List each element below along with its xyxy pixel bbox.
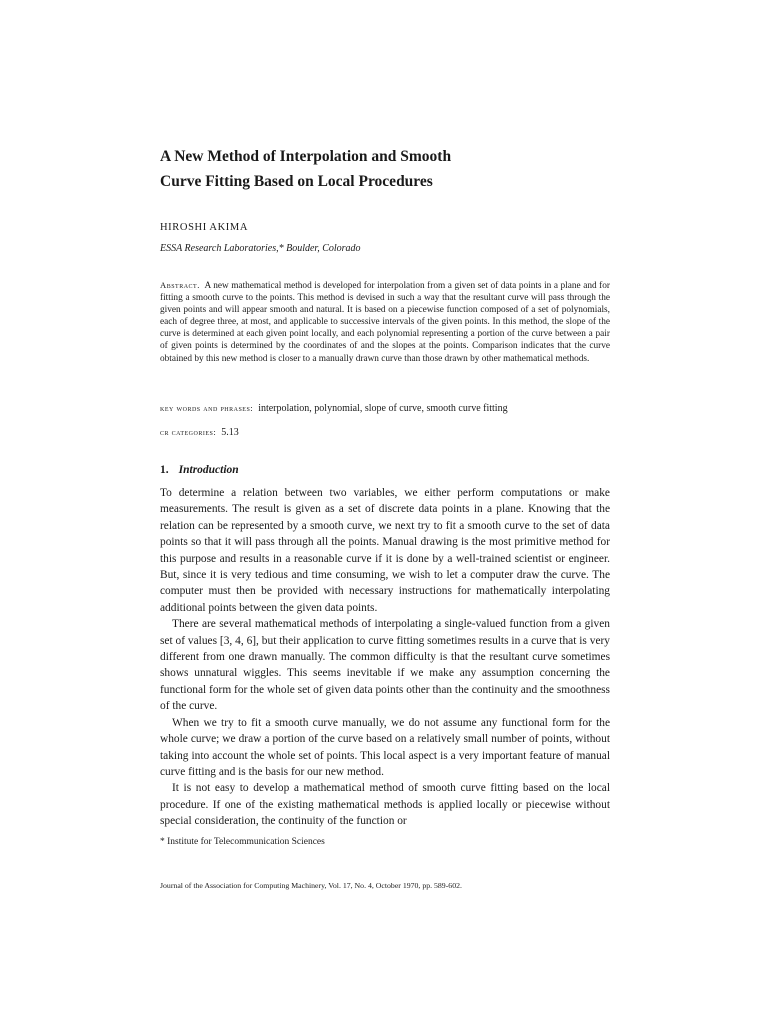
body-text xyxy=(160,485,610,830)
paragraph: When we try to fit a smooth curve manually, we do not assume any functional form for the whole curve; we draw a portion of the curve based on a relatively small number of points, without taking into account the whole set of points. This local aspect is a very important feature of manual curve fitting and is the basis for our new method. xyxy=(160,716,610,778)
cr-categories xyxy=(160,427,239,438)
section-title: Introduction xyxy=(178,464,239,476)
paper-title-line-2: Curve Fitting Based on Local Procedures xyxy=(160,173,433,190)
journal-citation: Journal of the Association for Computing Machinery, Vol. 17, No. 4, October 1970, pp. 589-602. xyxy=(160,881,462,890)
keywords xyxy=(160,403,610,414)
paper-title-line-1: A New Method of Interpolation and Smooth xyxy=(160,148,452,165)
paragraph: To determine a relation between two variables, we either perform computations or make measurements. The result is given as a set of discrete data points in a plane. Knowing that the relation can be represented by a smooth curve, we next try to fit a smooth curve to the set of data points so that it will pass through all the points. Manual drawing is the most primitive method for this purpose and results in a reasonable curve if it is done by a well-trained scientist or engineer. But, since it is very tedious and time consuming, we wish to let a computer draw the curve. The computer must then be provided with necessary instructions for mathematically interpolating additional points between the given data points. xyxy=(160,487,610,614)
abstract-text: A new mathematical method is developed for interpolation from a given set of data points in a plane and for fitting a smooth curve to the points. This method is devised in such a way that the resultant curve will pass through the given points and will appear smooth and natural. It is based on a piecewise function composed of a set of polynomials, each of degree three, at most, and applicable to successive intervals of the given points. In this method, the slope of the curve is determined at each given point locally, and each polynomial representing a portion of the curve between a pair of given points is determined by the coordinates of and the slopes at the points. Comparison indicates that the curve obtained by this new method is closer to a manually drawn curve than those drawn by other mathematical methods. xyxy=(160,281,610,364)
keywords-text: interpolation, polynomial, slope of curve, smooth curve fitting xyxy=(258,403,508,414)
paragraph: There are several mathematical methods of interpolating a single-valued function from a given set of values [3, 4, 6], but their application to curve fitting sometimes results in a curve that is very different from one drawn manually. The common difficulty is that the resultant curve sometimes shows unnatural wiggles. This seems inevitable if we make any assumption concerning the functional form for the whole set of given data points other than the continuity and the smoothness of the curve. xyxy=(160,618,610,713)
paper-title xyxy=(160,144,610,194)
abstract-label: Abstract. xyxy=(160,280,200,290)
author-affiliation: ESSA Research Laboratories,* Boulder, Colorado xyxy=(160,243,361,254)
cr-categories-value: 5.13 xyxy=(221,427,239,438)
cr-categories-label: cr categories: xyxy=(160,427,217,437)
abstract xyxy=(160,279,610,365)
footnote: * Institute for Telecommunication Sciences xyxy=(160,837,325,847)
section-number: 1. xyxy=(160,464,169,476)
paragraph: It is not easy to develop a mathematical method of smooth curve fitting based on the local procedure. If one of the existing mathematical methods is applied locally or piecewise without special consideration, the continuity of the function or xyxy=(160,782,610,828)
section-heading xyxy=(160,464,239,476)
author-name: HIROSHI AKIMA xyxy=(160,222,249,233)
keywords-label: key words and phrases: xyxy=(160,403,254,413)
